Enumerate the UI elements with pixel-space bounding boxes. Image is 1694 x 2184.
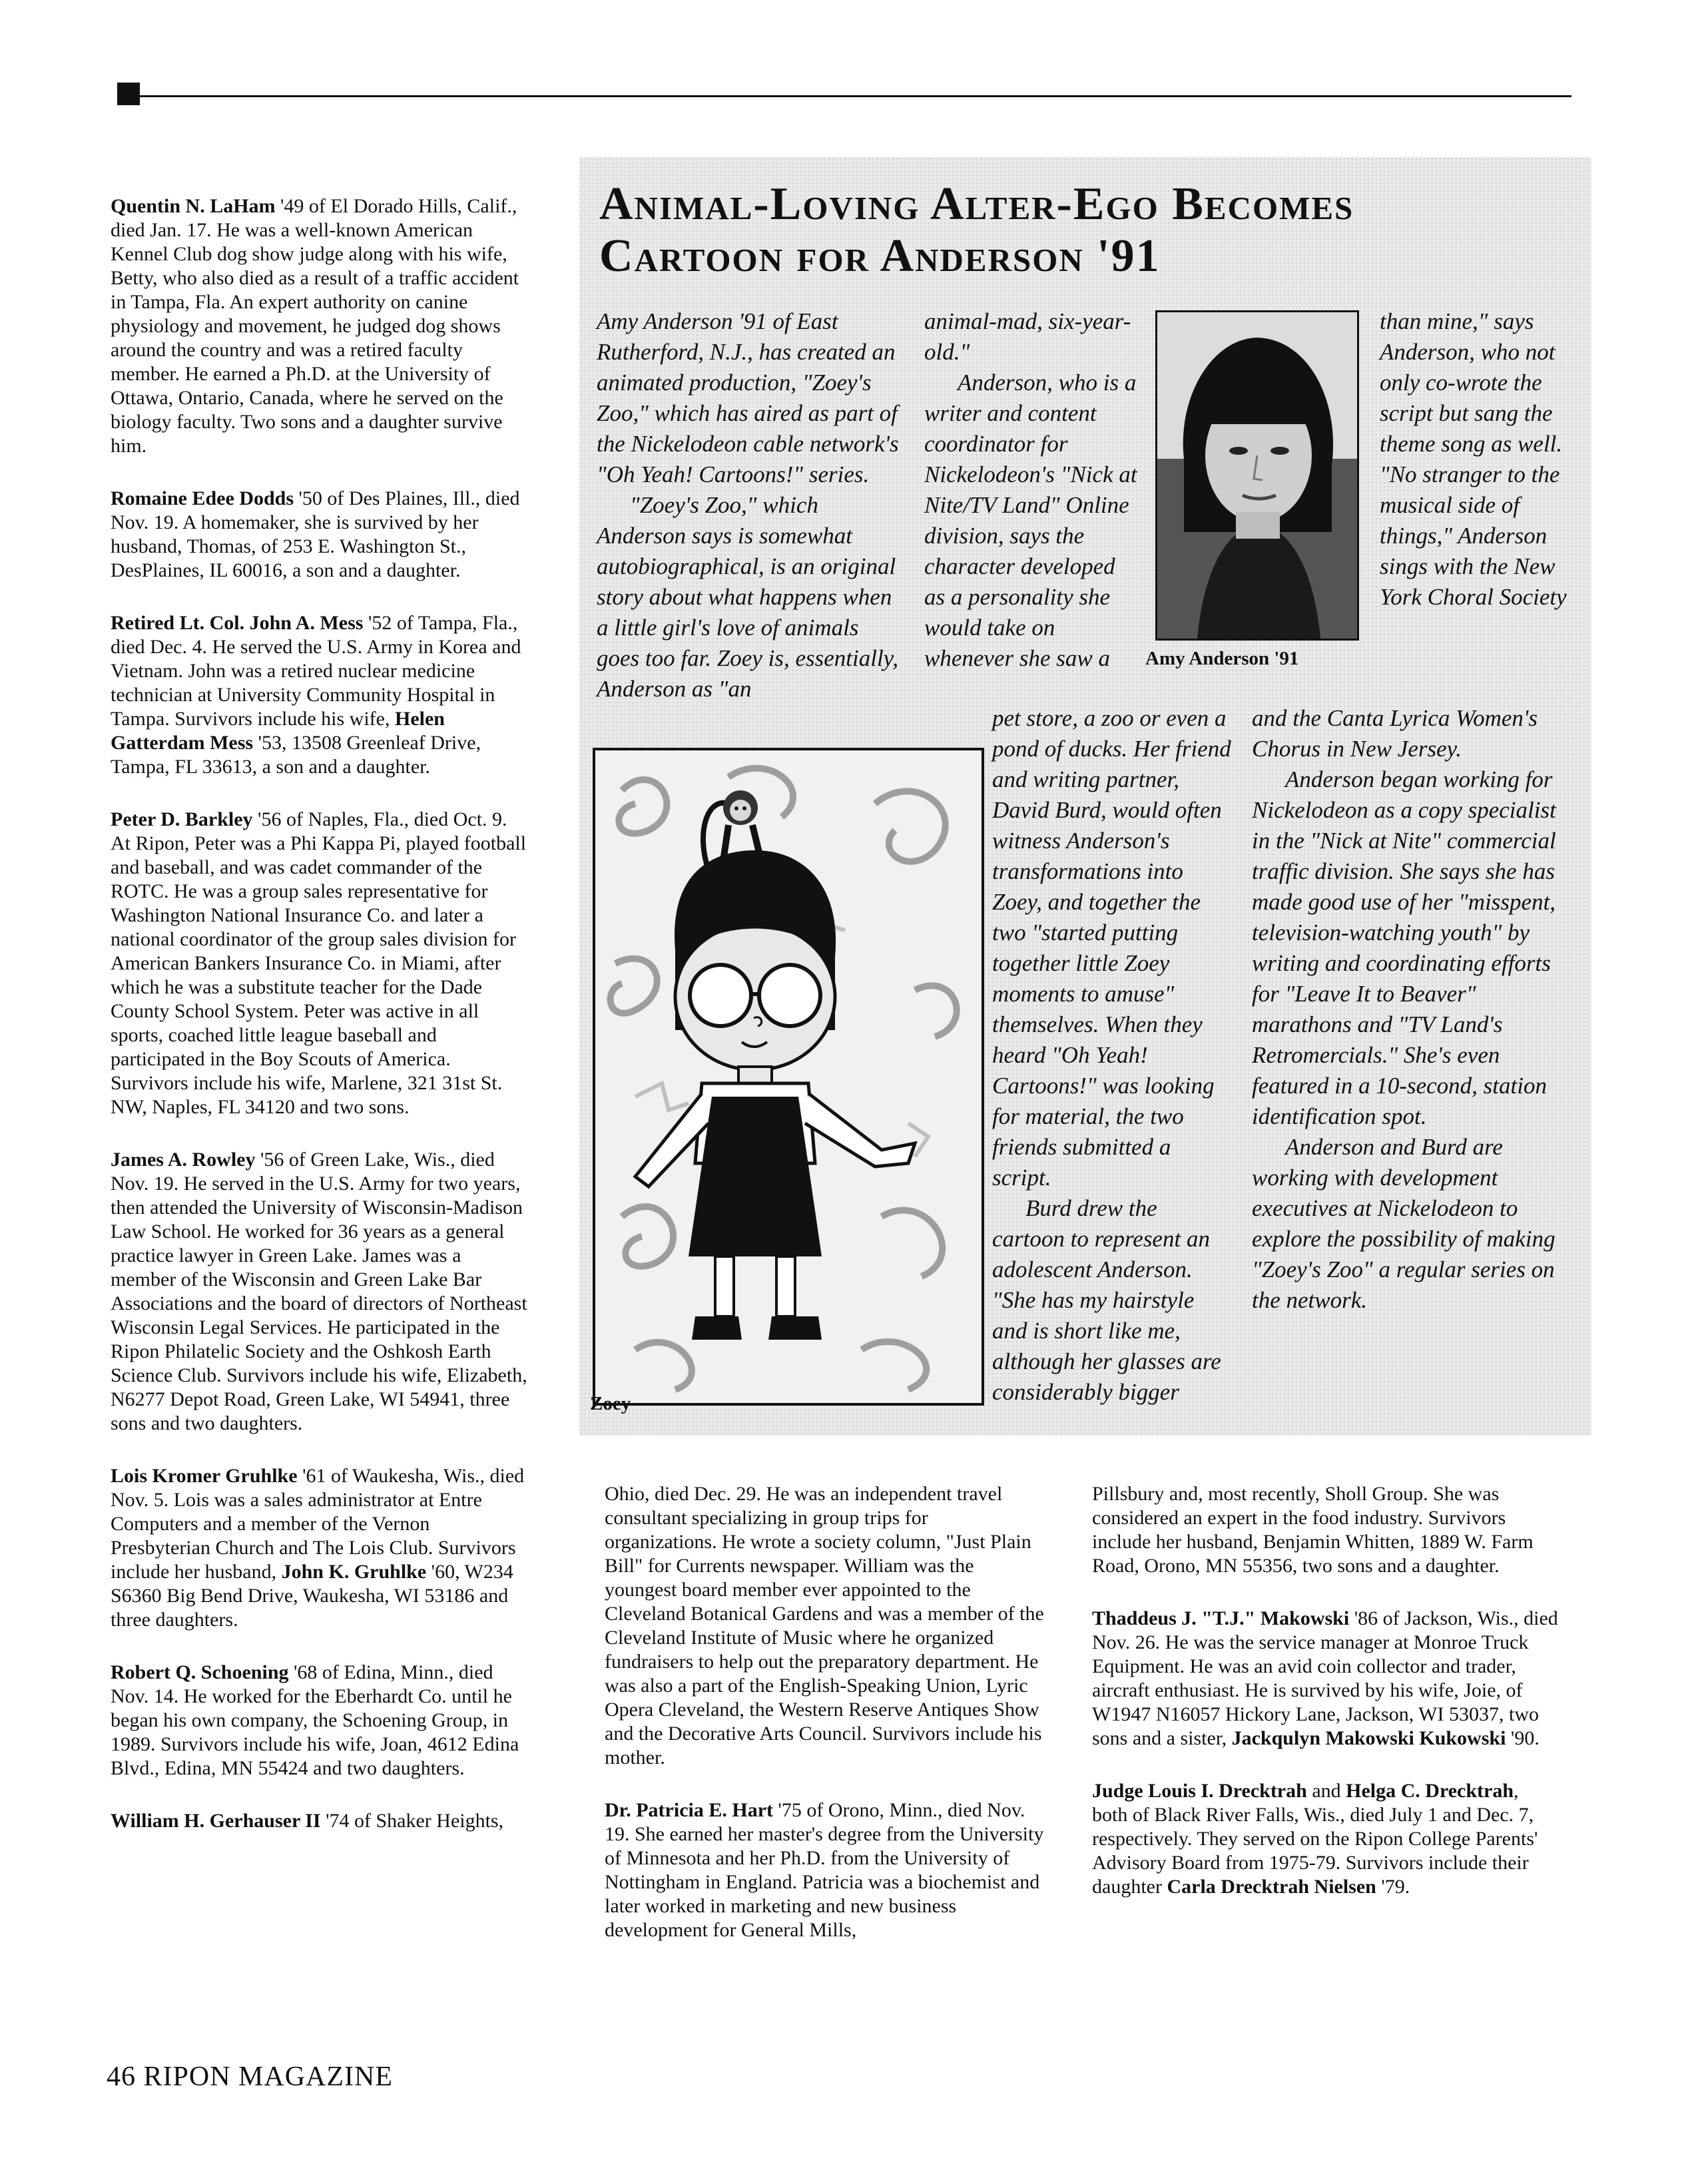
zoey-illustration xyxy=(595,750,982,1403)
obituary-name: Thaddeus J. "T.J." Makowski xyxy=(1092,1607,1350,1629)
photo-caption: Amy Anderson '91 xyxy=(1145,648,1299,669)
page-footer xyxy=(107,2061,393,2093)
obituary-text: '49 of El Dorado Hills, Calif., died Jan. 17. He was a well-known American Kennel Club dog show judge along with his wife, Betty, who also died as a result of a traffic accident in Tampa, Fla. An expert authority on canine physiology and movement, he judged dog shows around the country and was a retired faculty member. He earned a Ph.D. at the University of Ottawa, Ontario, Canada, where he served on the biology faculty. Two sons and a daughter survive him. xyxy=(111,195,519,457)
obituary-entry xyxy=(111,808,530,1119)
magazine-name: RIPON MAGAZINE xyxy=(143,2061,393,2092)
headline-line-2: Cartoon for Anderson '91 xyxy=(599,230,1161,282)
obituary-name: Lois Kromer Gruhlke xyxy=(111,1465,298,1487)
obituary-entry xyxy=(111,1809,530,1833)
obituary-name: Jackqulyn Makowski Kukowski xyxy=(1231,1727,1506,1749)
obituary-column-middle xyxy=(605,1482,1044,1971)
obituary-name: James A. Rowley xyxy=(111,1149,256,1171)
obituary-entry xyxy=(111,487,530,583)
obituary-name: Robert Q. Schoening xyxy=(111,1661,289,1683)
obituary-column-left xyxy=(111,194,530,1862)
obituary-name: William H. Gerhauser II xyxy=(111,1810,321,1832)
obituary-name: Helen Gatterdam Mess xyxy=(111,708,445,754)
obituary-entry xyxy=(1092,1482,1558,1578)
obituary-entry xyxy=(1092,1779,1558,1899)
zoey-cartoon xyxy=(593,748,984,1406)
feature-column-3-top xyxy=(1380,306,1579,613)
feature-paragraph: and the Canta Lyrica Women's Chorus in New Jersey. xyxy=(1252,705,1538,762)
obituary-text: , both of Black River Falls, Wis., died July 1 and Dec. 7, respectively. They served on the Ripon College Parents' Advisory Board from 1975-79. Survivors include their daughter xyxy=(1092,1780,1538,1898)
portrait-photo xyxy=(1155,310,1359,641)
obituary-entry xyxy=(111,1661,530,1780)
obituary-text: and xyxy=(1306,1780,1346,1802)
obituary-name: Judge Louis I. Drecktrah xyxy=(1092,1780,1307,1802)
obituary-text: Pillsbury and, most recently, Sholl Group. She was considered an expert in the food industry. Survivors include her husband, Benjamin Whitten, 1889 W. Farm Road, Orono, MN 55356, two sons and a daughter. xyxy=(1092,1483,1534,1577)
obituary-entry xyxy=(111,1148,530,1436)
obituary-entry xyxy=(605,1482,1044,1770)
obituary-entry xyxy=(605,1798,1044,1942)
obituary-text: '50 of Des Plaines, Ill., died Nov. 19. A homemaker, she is survived by her husband, Thomas, of 253 E. Washington St., DesPlaines, IL 60016, a son and a daughter. xyxy=(111,487,520,581)
feature-column-3-bottom xyxy=(1252,703,1570,1316)
obituary-text: '52 of Tampa, Fla., died Dec. 4. He served the U.S. Army in Korea and Vietnam. John was a retired nuclear medicine technician at University Community Hospital in Tampa. Survivors include his wife, xyxy=(111,612,521,730)
obituary-text: '56 of Green Lake, Wis., died Nov. 19. He served in the U.S. Army for two years, then attended the University of Wisconsin-Madison Law School. He worked for 36 years as a general practice lawyer in Green Lake. James was a member of the Wisconsin and Green Lake Bar Associations and the board of directors of Northeast Wisconsin Legal Services. He participated in the Ripon Philatelic Society and the Oshkosh Earth Science Club. Survivors include his wife, Elizabeth, N6277 Depot Road, Green Lake, WI 54941, three sons and two daughters. xyxy=(111,1149,527,1434)
obituary-name: Peter D. Barkley xyxy=(111,808,253,830)
obituary-text: Ohio, died Dec. 29. He was an independent travel consultant specializing in group trips for organizations. He wrote a society column, "Just Plain Bill" for Currents newspaper. William was the youngest board member ever appointed to the Cleveland Botanical Gardens and was a member of the Cleveland Institute of Music where he organized fundraisers to help out the preparatory department. He was also a part of the English-Speaking Union, Lyric Opera Cleveland, the Western Reserve Antiques Show and the Decorative Arts Council. Survivors include his mother. xyxy=(605,1483,1044,1769)
obituary-text: '60, W234 S6360 Big Bend Drive, Waukesha, WI 53186 and three daughters. xyxy=(111,1561,513,1631)
feature-column-1 xyxy=(597,306,903,704)
obituary-text: '56 of Naples, Fla., died Oct. 9. At Ripon, Peter was a Phi Kappa Pi, played football and baseball, and was cadet commander of the ROTC. He was a group sales representative for Washington National Insurance Co. and later a national coordinator of the group sales division for American Bankers Insurance Co. in Miami, after which he was a substitute teacher for the Dade County School System. Peter was active in all sports, coached little league baseball and participated in the Boy Scouts of America. Survivors include his wife, Marlene, 321 31st St. NW, Naples, FL 34120 and two sons. xyxy=(111,808,527,1118)
feature-paragraph: Burd drew the cartoon to represent an adolescent Anderson. "She has my hairstyle and is short like me, although her glasses are considerably bigger xyxy=(992,1195,1221,1405)
page-number: 46 xyxy=(107,2061,136,2092)
obituary-name: Quentin N. LaHam xyxy=(111,195,276,217)
obituary-text: '68 of Edina, Minn., died Nov. 14. He worked for the Eberhardt Co. until he began his own company, the Schoening Group, in 1989. Survivors include his wife, Joan, 4612 Edina Blvd., Edina, MN 55424 and two daughters. xyxy=(111,1661,519,1779)
obituary-entry xyxy=(111,611,530,779)
feature-paragraph: than mine," says Anderson, who not only co-wrote the script but sang the theme song as well. "No stranger to the musical side of things," Anderson sings with the New York Choral Society xyxy=(1380,308,1567,610)
obituary-name: Dr. Patricia E. Hart xyxy=(605,1799,773,1821)
cartoon-caption: Zoey xyxy=(590,1393,631,1414)
feature-paragraph: animal-mad, six-year-old." xyxy=(924,308,1131,365)
obituary-column-right xyxy=(1092,1482,1558,1928)
obituary-name: Romaine Edee Dodds xyxy=(111,487,294,509)
obituary-text: '79. xyxy=(1376,1876,1410,1898)
obituary-text: '53, 13508 Greenleaf Drive, Tampa, FL 33613, a son and a daughter. xyxy=(111,732,481,778)
feature-paragraph: Amy Anderson '91 of East Rutherford, N.J., has created an animated production, "Zoey's Zoo," which has aired as part of the Nickelodeon cable network's "Oh Yeah! Cartoons!" series. xyxy=(597,308,899,487)
feature-paragraph: "Zoey's Zoo," which Anderson says is somewhat autobiographical, is an original story about what happens when a little girl's love of animals goes too far. Zoey is, essentially, Anderson as "an xyxy=(597,492,899,702)
obituary-entry xyxy=(111,194,530,458)
obituary-name: John K. Gruhlke xyxy=(281,1561,427,1583)
obituary-text: '61 of Waukesha, Wis., died Nov. 5. Lois was a sales administrator at Entre Computers and a member of the Vernon Presbyterian Church and The Lois Club. Survivors include her husband, xyxy=(111,1465,525,1583)
obituary-entry xyxy=(111,1464,530,1632)
feature-paragraph: Anderson began working for Nickelodeon as a copy specialist in the "Nick at Nite" commercial traffic division. She says she has made good use of her "misspent, television-watching youth" by writing and coordinating efforts for "Leave It to Beaver" marathons and "TV Land's Retromercials." She's even featured in a 10-second, station identification spot. xyxy=(1252,766,1556,1129)
headline-line-1: Animal-Loving Alter-Ego Becomes xyxy=(599,178,1354,230)
feature-column-2-bottom xyxy=(992,703,1232,1408)
obituary-name: Helga C. Drecktrah xyxy=(1346,1780,1514,1802)
header-rule-line xyxy=(117,95,1571,97)
obituary-text: '75 of Orono, Minn., died Nov. 19. She earned her master's degree from the University of Minnesota and her Ph.D. from the University of Nottingham in England. Patricia was a biochemist and later worked in marketing and new business development for General Mills, xyxy=(605,1799,1044,1941)
obituary-name: Carla Drecktrah Nielsen xyxy=(1167,1876,1376,1898)
feature-column-2-top xyxy=(924,306,1137,674)
feature-paragraph: Anderson and Burd are working with development executives at Nickelodeon to explore the possibility of making "Zoey's Zoo" a regular series on the network. xyxy=(1252,1134,1555,1313)
obituary-name: Retired Lt. Col. John A. Mess xyxy=(111,612,364,634)
obituary-text: '90. xyxy=(1506,1727,1540,1749)
portrait-illustration xyxy=(1157,312,1357,639)
feature-headline xyxy=(599,178,1571,282)
obituary-entry xyxy=(1092,1607,1558,1751)
obituary-text: '86 of Jackson, Wis., died Nov. 26. He was the service manager at Monroe Truck Equipment. He was an avid coin collector and trader, aircraft enthusiast. He is survived by his wife, Joie, of W1947 N16057 Hickory Lane, Jackson, WI 53037, two sons and a sister, xyxy=(1092,1607,1558,1749)
header-rule-square xyxy=(117,83,140,105)
feature-paragraph: Anderson, who is a writer and content coordinator for Nickelodeon's "Nick at Nite/TV Land" Online division, says the character developed as a personality she would take on whenever she saw a xyxy=(924,370,1137,671)
feature-paragraph: pet store, a zoo or even a pond of ducks. Her friend and writing partner, David Burd, would often witness Anderson's transformations into Zoey, and together the two "started putting together little Zoey moments to amuse" themselves. When they heard "Oh Yeah! Cartoons!" was looking for material, the two friends submitted a script. xyxy=(992,705,1231,1191)
obituary-text: '74 of Shaker Heights, xyxy=(320,1810,504,1832)
